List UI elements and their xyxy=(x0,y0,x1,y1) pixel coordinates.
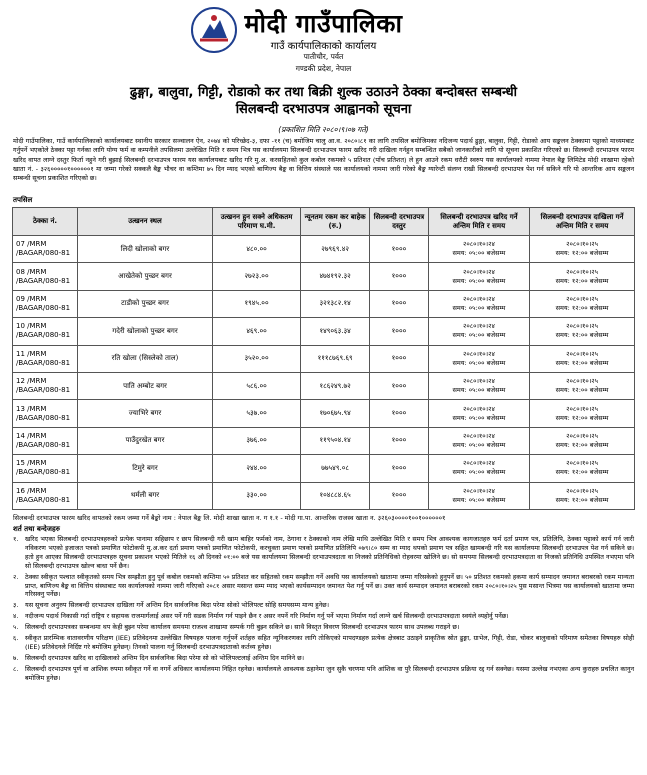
submission-deadline-time: समय: १२:०० बजेसम्म xyxy=(555,495,609,504)
term-text: नदीजन्य पदार्थ निकासी गर्दा राष्ट्रिय र सहायक राजमार्गलाई असर पर्ने गरी सडक निर्माण गर्न पाइने छैन र असर नपर्ने गरि निर्माण गर्नु पर्ने भएमा निर्माण गर्दा लाग्ने खर्च सिलबन्दी दरभाउपत्रदाता स्वयंले व्यहोर्नु पर्नेछ। xyxy=(25,612,509,621)
contract-number: 08 /MRM /BAGAR/080-81 xyxy=(13,263,78,290)
minimum-amount: ४७४१९२.३२ xyxy=(301,263,370,290)
term-text: सिलबन्दी दरभाउपत्रका सम्बन्धमा थप केही बुझ्न परेमा कार्यालय समयमा राजश्व शाखामा सम्पर्क गरी बुझ्न सकिने छ। साथै विस्तृत विवरण सिलबन्दी दरभाउपत्र फारम साथ उपलब्ध गराइने छ। xyxy=(25,623,460,632)
table-caption: तपसिल xyxy=(13,196,33,204)
sale-deadline xyxy=(428,372,529,399)
notice-heading-line1: ढुङ्गा, बालुवा, गिट्टी, रोडाको कर तथा बिक्री शुल्क उठाउने ठेक्का बन्दोबस्त सम्बन्धी xyxy=(129,85,518,100)
max-quantity: ३७६.०० xyxy=(213,427,301,454)
submission-deadline xyxy=(530,236,635,263)
office-address-line1: पातीचौर, पर्वत xyxy=(303,52,344,61)
sale-deadline-time: समय: ०५:०० बजेसम्म xyxy=(452,413,506,422)
submission-deadline-time: समय: १२:०० बजेसम्म xyxy=(555,413,609,422)
bid-fee: १००० xyxy=(370,263,429,290)
max-quantity: ५३७.०० xyxy=(213,400,301,427)
sale-deadline-time: समय: ०५:०० बजेसम्म xyxy=(452,249,506,258)
term-number: ६. xyxy=(13,634,19,643)
term-number: २. xyxy=(13,572,19,581)
contract-number: 07 /MRM /BAGAR/080-81 xyxy=(13,236,78,263)
sale-deadline-date: २०८०।१०।२४ xyxy=(462,267,495,276)
sale-deadline xyxy=(428,400,529,427)
sale-deadline xyxy=(428,236,529,263)
office-address-line2: गण्डकी प्रदेश, नेपाल xyxy=(295,64,352,73)
sale-deadline-time: समय: ०५:०० बजेसम्म xyxy=(452,303,506,312)
table-row xyxy=(13,263,635,290)
max-quantity: ३३०.०० xyxy=(213,482,301,509)
sale-deadline xyxy=(428,455,529,482)
minimum-amount: २७९६९.४२ xyxy=(301,236,370,263)
sale-deadline-time: समय: ०५:०० बजेसम्म xyxy=(452,495,506,504)
term-number: ४. xyxy=(13,612,19,621)
column-header: उत्खनन स्थल xyxy=(78,208,213,236)
bid-fee: १००० xyxy=(370,318,429,345)
term-item xyxy=(13,654,634,663)
bid-fee: १००० xyxy=(370,482,429,509)
sale-deadline-time: समय: ०५:०० बजेसम्म xyxy=(452,358,506,367)
max-quantity: २७२३.०० xyxy=(213,263,301,290)
bid-fee: १००० xyxy=(370,345,429,372)
column-header: सिलबन्दी दरभाउपत्र दाखिला गर्ने अन्तिम मिति र समय xyxy=(530,208,635,236)
submission-deadline-time: समय: १२:०० बजेसम्म xyxy=(555,331,609,340)
sale-deadline-date: २०८०।१०।२४ xyxy=(462,349,495,358)
sale-deadline-date: २०८०।१०।२४ xyxy=(462,486,495,495)
submission-deadline xyxy=(530,345,635,372)
minimum-amount: १८६२४९.७२ xyxy=(301,372,370,399)
sale-deadline-date: २०८०।१०।२४ xyxy=(462,431,495,440)
terms-heading: शर्त तथा बन्देजहरु xyxy=(13,525,60,533)
max-quantity: ३५२०.०० xyxy=(213,345,301,372)
table-row xyxy=(13,455,635,482)
sale-deadline xyxy=(428,345,529,372)
minimum-amount: १११८७६९.६९ xyxy=(301,345,370,372)
minimum-amount: १७०६७५.९४ xyxy=(301,400,370,427)
contract-number: 12 /MRM /BAGAR/080-81 xyxy=(13,372,78,399)
term-item xyxy=(13,535,634,571)
intro-paragraph: मोदी गाउँपालिका, गाउँ कार्यपालिकाको कार्यालयबाट स्थानीय सरकार सञ्चालन ऐन, २०७४ को परिच्छेद-३, दफा -११ (च) बमोजिम चालु आ.व. २०८०।८१ का लागि तपसिल बमोजिमका नदिजन्य पदार्थ ढुङ्गा, बालुवा, गिट्टी, रोडाको आय सङ्कलन ठेक्कामा पठ्ठाको माध्यमबाट गर्नुपर्ने भएकोले ठेक्का पट्टा गर्नका लागि योग्य फर्म वा कम्पनीले तपसिलमा उल्लेखित मिति र समय भित्र यस कार्यालयमा सिलबन्दी दरभाउपत्र फारम खरिद गरी दाखिला गर्नहुन सम्बन्धित सबैको जानकारीको लागि यो सूचना प्रकाशित गरिएको छ। सिलबन्दी दरभाउपत्र फारम खरिद वापत लाग्ने दस्तुर फिर्ता नहुने गरी बुझाई सिलबन्दी दरभाउपत्र फारम यस कार्यालयबाट खरिद गरि मु.अ. करसहितको कुल कबोल रकमको ५ प्रतिशत (पाँच प्रतिशत) ले हुन आउने रकम धरौटी स्वरुप यस कार्यालयको नाममा नेपाल बैङ्क लिमिटेड मोदी शाखामा रहेको खाता नं. - ३२६०००००१००००००१ मा जम्मा गरेको सक्कलै बैङ्क भौचर वा कम्तिमा ७५ दिन म्याद भएको बाणिज्य बैङ्क वा वित्तिय संस्थाले यस कार्यालयको नाममा जारी गरेको बैङ्क ग्यारेन्टी संलग्न राखी सिलबन्दी दरभाउपत्र पेश गर्न सकिने गरि यो आन्तरिक आय सङ्कलन सम्बन्धी सूचना प्रकाशित गरिएको छ। xyxy=(13,137,634,183)
submission-deadline-date: २०८०।१०।२५ xyxy=(566,240,599,249)
sale-deadline xyxy=(428,263,529,290)
excavation-site: गदेरी खोलाको पुच्छर बगर xyxy=(78,318,213,345)
sale-deadline-time: समय: ०५:०० बजेसम्म xyxy=(452,276,506,285)
notice-heading xyxy=(0,84,647,118)
term-number: ८. xyxy=(13,664,19,673)
submission-deadline xyxy=(530,290,635,317)
table-row xyxy=(13,427,635,454)
bid-fee: १००० xyxy=(370,455,429,482)
contract-number: 15 /MRM /BAGAR/080-81 xyxy=(13,455,78,482)
bid-fee: १००० xyxy=(370,236,429,263)
contract-number: 11 /MRM /BAGAR/080-81 xyxy=(13,345,78,372)
table-row xyxy=(13,482,635,509)
term-item xyxy=(13,634,634,652)
submission-deadline-date: २०८०।१०।२५ xyxy=(566,294,599,303)
notice-heading-line2: सिलबन्दी दरभाउपत्र आह्वानको सूचना xyxy=(235,102,412,117)
term-text: स्वीकृत प्रारम्भिक वातावरणीय परिक्षण (IEE) प्रतिवेदनमा उल्लेखित विषयहरु पालना गर्नुपर्ने शर्तहरु सहित न्यूनिकरणका लागि तोकिएको मापदण्डहरु प्रत्येक क्षेत्रबाट उठाइने प्राकृतिक स्रोत ढुङ्गा, ग्राभेल, गिट्टी, रोडा, चोकर बालुवाको परिमाण समेतका विषयहरु सोही (IEE) प्रतिवेदनले निर्दिष्ट गरे बमोजिम हुनेछन्। तिनको पालना गर्नु सिलबन्दी दरभाउपत्रदाताको कर्तव्य हुनेछ। xyxy=(25,634,634,651)
sale-deadline-date: २०८०।१०।२४ xyxy=(462,377,495,386)
submission-deadline-time: समय: १२:०० बजेसम्म xyxy=(555,386,609,395)
excavation-site: टाडीको पुच्छर बगर xyxy=(78,290,213,317)
submission-deadline xyxy=(530,482,635,509)
submission-deadline xyxy=(530,318,635,345)
submission-deadline-time: समय: १२:०० बजेसम्म xyxy=(555,440,609,449)
excavation-site: थर्मली बगर xyxy=(78,482,213,509)
sale-deadline-date: २०८०।१०।२४ xyxy=(462,294,495,303)
term-text: यस सूचना अनुरुप सिलबन्दी दरभाउपत्र दाखिला गर्ने अन्तिम दिन सार्वजनिक बिदा परेमा सोको भोलिपल्ट सोहि समयसम्म मान्य हुनेछ। xyxy=(25,601,330,610)
sale-deadline-time: समय: ०५:०० बजेसम्म xyxy=(452,468,506,477)
excavation-site: ज्याभिरे बगर xyxy=(78,400,213,427)
office-name: मोदी गाउँपालिका xyxy=(244,9,403,38)
submission-deadline-time: समय: १२:०० बजेसम्म xyxy=(555,249,609,258)
contract-table xyxy=(12,207,635,510)
terms-list xyxy=(13,535,634,685)
letterhead xyxy=(0,0,647,82)
max-quantity: ४८०.०० xyxy=(213,236,301,263)
submission-deadline-date: २०८०।१०।२५ xyxy=(566,459,599,468)
sale-deadline-date: २०८०।१०।२४ xyxy=(462,240,495,249)
term-text: सिलबन्दी दरभाउपत्र पूर्ण वा आंशिक रुपमा स्वीकृत गर्ने वा नगर्ने अधिकार कार्यालयमा निहित रहनेछ। कार्यालयले आवश्यक ठहानेमा जुन सुकै चरणमा पनि आंशिक वा पुरै सिलबन्दी दरभाउपत्र प्रक्रिया रद्द गर्न सक्नेछ। यसमा उल्लेख नभएका अन्य कुराहरु प्रचलित कानुन बमोजिम हुनेछ। xyxy=(25,664,634,682)
submission-deadline-date: २०८०।१०।२५ xyxy=(566,431,599,440)
table-row xyxy=(13,372,635,399)
excavation-site: पाति अम्बोट बगर xyxy=(78,372,213,399)
office-subtitle: गाउँ कार्यपालिकाको कार्यालय xyxy=(270,41,377,52)
bank-account-note: सिलबन्दी दरभाउपत्र फारम खरिद वापतको रकम जम्मा गर्ने बैङ्को नाम : नेपाल बैङ्क लि. मोदी शाखा खाता न. ग १.१ - मोदी गा.पा. आन्तरिक राजस्व खाता न. ३२६०३००००१००१००००००१ xyxy=(13,514,446,522)
submission-deadline-time: समय: १२:०० बजेसम्म xyxy=(555,303,609,312)
term-number: ३. xyxy=(13,601,19,610)
term-item xyxy=(13,573,634,600)
sale-deadline-time: समय: ०५:०० बजेसम्म xyxy=(452,386,506,395)
minimum-amount: ११९५०४.१४ xyxy=(301,427,370,454)
submission-deadline-time: समय: १२:०० बजेसम्म xyxy=(555,358,609,367)
table-row xyxy=(13,290,635,317)
term-item xyxy=(13,665,634,683)
excavation-site: पाउँदुरखेत बगर xyxy=(78,427,213,454)
term-number: ५. xyxy=(13,623,19,632)
bid-fee: १००० xyxy=(370,372,429,399)
minimum-amount: ७७५४९.०८ xyxy=(301,455,370,482)
sale-deadline xyxy=(428,427,529,454)
sale-deadline-date: २०८०।१०।२४ xyxy=(462,459,495,468)
term-text: सिलबन्दी दरभाउपत्र खरिद वा दाखिलाको अन्तिम दिन सार्वजनिक बिदा परेमा सो को भोलिपल्टलाई अन्तिम दिन मानिने छ। xyxy=(25,653,305,662)
max-quantity: ४६९.०० xyxy=(213,318,301,345)
max-quantity: ५८६.०० xyxy=(213,372,301,399)
bid-fee: १००० xyxy=(370,400,429,427)
column-header: न्यूनतम रकम कर बाहेक (रु.) xyxy=(301,208,370,236)
max-quantity: १९४५.०० xyxy=(213,290,301,317)
sale-deadline xyxy=(428,290,529,317)
submission-deadline-time: समय: १२:०० बजेसम्म xyxy=(555,276,609,285)
submission-deadline-date: २०८०।१०।२५ xyxy=(566,349,599,358)
sale-deadline-date: २०८०।१०।२४ xyxy=(462,404,495,413)
max-quantity: २४४.०० xyxy=(213,455,301,482)
contract-number: 10 /MRM /BAGAR/080-81 xyxy=(13,318,78,345)
excavation-site: आखेतेको पुच्छर बगर xyxy=(78,263,213,290)
term-text: ठेक्का स्वीकृत पश्चात स्वीकृतको समय भित्र सम्झौता हुनु पूर्व कबोल रकमको कम्तिमा ५० प्रतिशत कर सहितको रकम सम्झौता गर्ने अवधि यस कार्यालयको खातामा जम्मा गरिसकेको हुनुपर्ने छ। ५० प्रतिशत रकमको हकमा कार्य सम्पादन जमानत बराबरको रकम मान्यता प्राप्त, बाणिज्य बैङ्क वा वित्तिय संस्थाबाट यस कार्यालयको नाममा जारी गरिएको २०८१ असार मसान्त सम्म म्याद भएको कार्यसम्पादन जमानत पेश गर्नु पर्ने छ। उक्त कार्य सम्पादन जमानत बराबरको रकम २०८०।१०।२५ पुस मसान्त भित्रमा यस कार्यालयको खातामा जम्मा गरिसक्नु पर्नेछ। xyxy=(25,572,634,599)
submission-deadline-date: २०८०।१०।२५ xyxy=(566,404,599,413)
sale-deadline-time: समय: ०५:०० बजेसम्म xyxy=(452,331,506,340)
submission-deadline-time: समय: १२:०० बजेसम्म xyxy=(555,468,609,477)
table-row xyxy=(13,318,635,345)
contract-number: 14 /MRM /BAGAR/080-81 xyxy=(13,427,78,454)
column-header: ठेक्का नं. xyxy=(13,208,78,236)
submission-deadline xyxy=(530,455,635,482)
excavation-site: लिदी खोलाको बगर xyxy=(78,236,213,263)
term-text: खरिद भएका सिलबन्दी दरभाउपत्रहरुको प्रत्येक पानामा सहिछाप र छाप सिलबन्दी गरी खाम बाहिर फर्मको नाम, ठेगाना र ठेक्काको नाम लेखि माथि उल्लेखित मिति र समय भित्र आवश्यक कागजातहरु फर्म दर्ता प्रमाण पत्र, प्रतिलिपि, ठेक्का पट्टाको कार्य गर्न जारी नविकरण भएको इजाजत पत्रको प्रमाणित फोटोकपी मु.अ.कर दर्ता प्रमाण पत्रको प्रमाणित फोटोकपी, करचुक्ता प्रमाण पत्रको प्रमाणित प्रतिलिपि ०७९।८० सम्म वा म्याद थपको प्रमाण पत्र सहित खामबन्दी गरि यस कार्यालयमा सिलबन्दी दरभाउपत्र पेश गर्न सकिने छ। हतो हुन आएका सिलबन्दी दरभाउपत्रहरु सूचना प्रकाशन भएको मितिले १६ औ दिनको ०१:०० बजे यस कार्यालयमा सिलबन्दी दरभाउपत्रदाता वा निजको प्रतिनिधिको रोहवरमा खोलिने छ। सो समयमा सिलबन्दी दरभाउपत्रदाता वा निजको प्रतिनिधि उपस्थित नभएमा पनि सो सिलबन्दी दरभाउपत्र खोल्न बाधा पर्ने छैन। xyxy=(25,535,634,570)
contract-number: 09 /MRM /BAGAR/080-81 xyxy=(13,290,78,317)
sale-deadline-date: २०८०।१०।२४ xyxy=(462,322,495,331)
excavation-site: रति खोला (सिस्लेको ताल) xyxy=(78,345,213,372)
sale-deadline xyxy=(428,482,529,509)
submission-deadline-date: २०८०।१०।२५ xyxy=(566,377,599,386)
excavation-site: टिमुरे बगर xyxy=(78,455,213,482)
contract-number: 13 /MRM /BAGAR/080-81 xyxy=(13,400,78,427)
minimum-amount: १४९०६३.३४ xyxy=(301,318,370,345)
column-header: सिलबन्दी दरभाउपत्र खरिद गर्ने अन्तिम मिति र समय xyxy=(428,208,529,236)
sale-deadline-time: समय: ०५:०० बजेसम्म xyxy=(452,440,506,449)
submission-deadline-date: २०८०।१०।२५ xyxy=(566,267,599,276)
publish-date: (प्रकाशित मिति २०८०।९।०७ गते) xyxy=(278,125,369,134)
contract-number: 16 /MRM /BAGAR/080-81 xyxy=(13,482,78,509)
table-row xyxy=(13,400,635,427)
term-item xyxy=(13,623,634,632)
table-row xyxy=(13,345,635,372)
submission-deadline xyxy=(530,427,635,454)
submission-deadline xyxy=(530,372,635,399)
submission-deadline xyxy=(530,400,635,427)
minimum-amount: १०४८८४.६५ xyxy=(301,482,370,509)
table-row xyxy=(13,236,635,263)
submission-deadline xyxy=(530,263,635,290)
minimum-amount: ३२१३८२.१४ xyxy=(301,290,370,317)
bid-fee: १००० xyxy=(370,427,429,454)
bid-fee: १००० xyxy=(370,290,429,317)
term-number: १. xyxy=(13,535,19,543)
submission-deadline-date: २०८०।१०।२५ xyxy=(566,486,599,495)
table-header-row xyxy=(13,208,635,236)
column-header: सिलबन्दी दरभाउपत्र दस्तुर xyxy=(370,208,429,236)
term-number: ७. xyxy=(13,653,19,662)
term-item xyxy=(13,612,634,621)
sale-deadline xyxy=(428,318,529,345)
submission-deadline-date: २०८०।१०।२५ xyxy=(566,322,599,331)
column-header: उत्खनन हुन सक्ने अधिकतम परिमाण घ.मी. xyxy=(213,208,301,236)
term-item xyxy=(13,601,634,610)
